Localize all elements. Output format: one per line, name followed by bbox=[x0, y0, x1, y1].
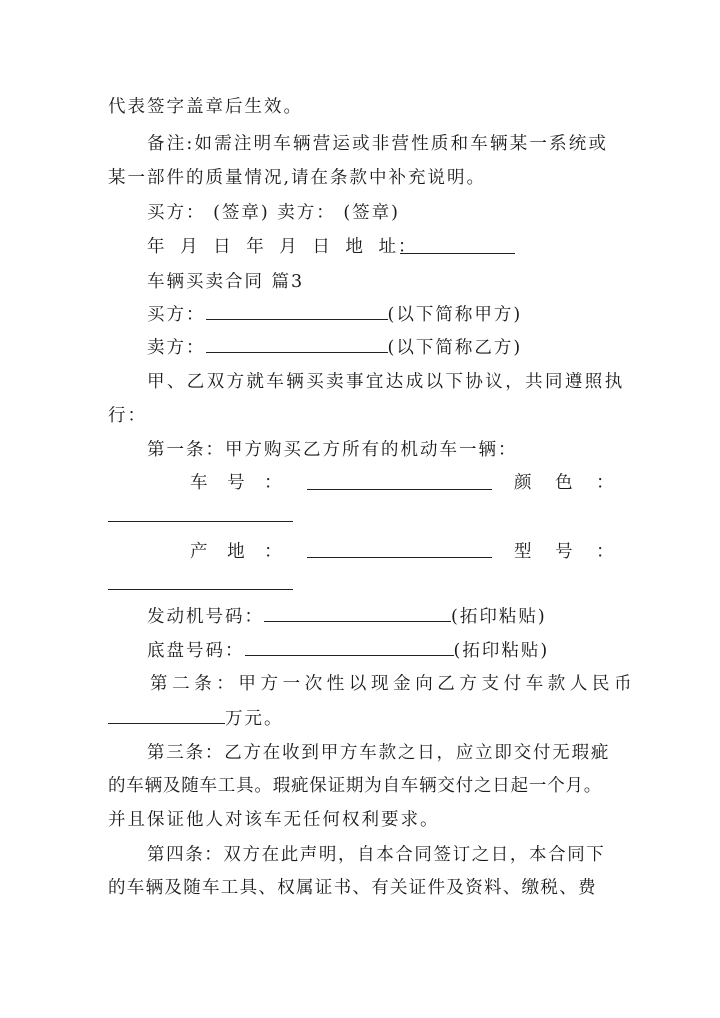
engine-line bbox=[147, 604, 547, 629]
seller-suffix: (以下简称乙方) bbox=[387, 338, 523, 358]
clause-2-cont bbox=[108, 706, 284, 731]
date-address-text: 年 月 日 年 月 日 地 址： bbox=[147, 237, 418, 257]
plate-blank bbox=[307, 489, 492, 490]
color-blank bbox=[108, 521, 293, 522]
clause-4: 第四条：双方在此声明，自本合同签订之日，本合同下 bbox=[147, 845, 606, 865]
chassis-line bbox=[147, 638, 549, 663]
buyer-suffix: (以下简称甲方) bbox=[387, 305, 523, 325]
clause-3: 第三条：乙方在收到甲方车款之日，应立即交付无瑕疵 bbox=[147, 743, 611, 763]
seller-label: 卖方： bbox=[147, 338, 206, 358]
seller-blank bbox=[206, 335, 388, 353]
buyer-line bbox=[147, 302, 522, 327]
date-address-line bbox=[147, 235, 417, 259]
address-blank bbox=[400, 253, 515, 254]
amount-blank bbox=[108, 706, 225, 724]
model-blank bbox=[108, 589, 293, 590]
seller-line bbox=[147, 335, 522, 360]
section-heading: 车辆买卖合同 篇3 bbox=[147, 272, 305, 292]
clause-3-cont-1: 的车辆及随车工具。瑕疵保证期为自车辆交付之日起一个月。 bbox=[108, 776, 603, 796]
color-label: 颜 色 ： bbox=[514, 473, 614, 493]
engine-blank bbox=[264, 604, 451, 622]
buyer-blank bbox=[206, 302, 388, 320]
model-label: 型 号 ： bbox=[514, 542, 614, 562]
agreement-line-cont: 行： bbox=[108, 406, 147, 426]
clause-2: 第二条：甲方一次性以现金向乙方支付车款人民币 bbox=[150, 674, 637, 694]
chassis-label: 底盘号码： bbox=[147, 641, 245, 661]
remark-line: 备注:如需注明车辆营运或非营性质和车辆某一系统或 bbox=[147, 134, 609, 154]
clause-3-cont-2: 并且保证他人对该车无任何权利要求。 bbox=[108, 810, 440, 830]
clause-4-cont: 的车辆及随车工具、权属证书、有关证件及资料、缴税、费 bbox=[108, 878, 597, 898]
signature-line: 买方： (签章) 卖方： (签章) bbox=[147, 203, 400, 223]
remark-line-cont: 某一部件的质量情况,请在条款中补充说明。 bbox=[108, 168, 487, 188]
clause-1: 第一条：甲方购买乙方所有的机动车一辆： bbox=[147, 440, 518, 460]
text-line-1: 代表签字盖章后生效。 bbox=[108, 97, 303, 117]
buyer-label: 买方： bbox=[147, 305, 206, 325]
chassis-blank bbox=[245, 638, 454, 656]
amount-suffix: 万元。 bbox=[225, 709, 284, 729]
engine-suffix: (拓印粘贴) bbox=[451, 607, 547, 627]
plate-label: 车 号 ： bbox=[190, 473, 282, 493]
chassis-suffix: (拓印粘贴) bbox=[453, 641, 550, 661]
engine-label: 发动机号码： bbox=[147, 607, 264, 627]
agreement-line: 甲、乙双方就车辆买卖事宜达成以下协议，共同遵照执 bbox=[147, 372, 625, 392]
origin-label: 产 地 ： bbox=[190, 542, 282, 562]
origin-blank bbox=[307, 557, 492, 558]
